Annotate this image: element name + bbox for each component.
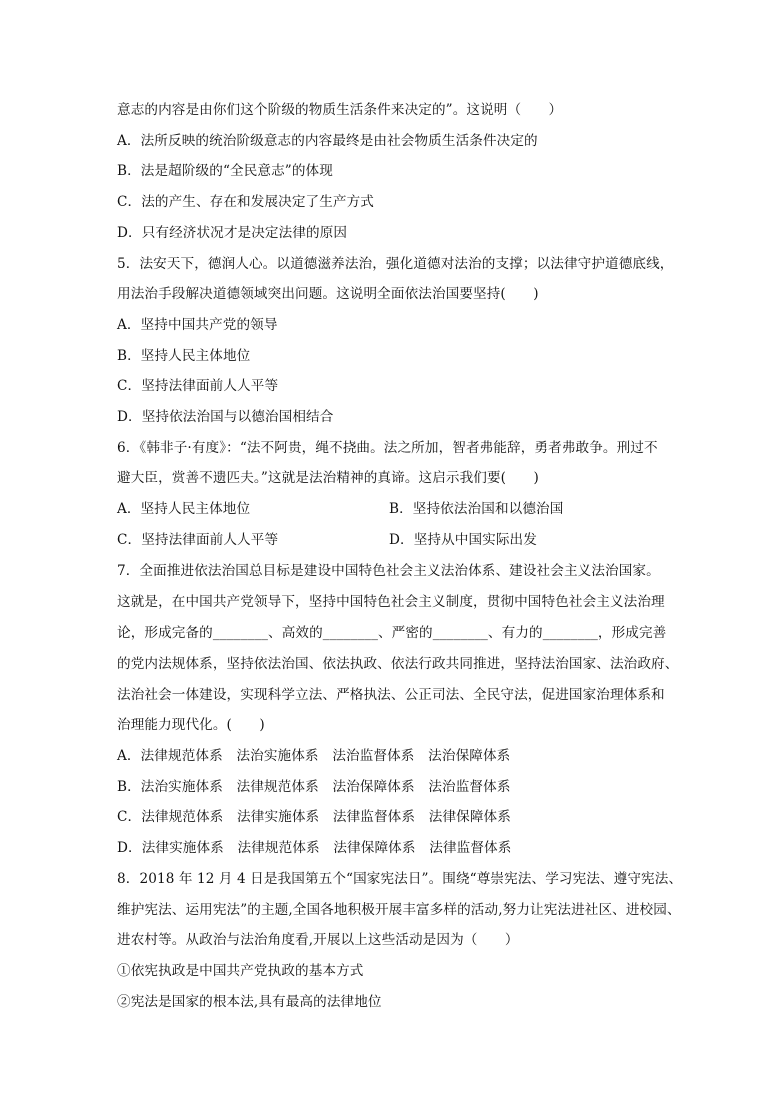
q7-stem-line-6: 治理能力现代化。( )	[117, 717, 265, 733]
q6-option-a: A．坚持人民主体地位	[117, 501, 251, 517]
q5-stem-line-2: 用法治手段解决道德领域突出问题。这说明全面依法治国要坚持( )	[117, 286, 539, 302]
q6-option-c: C．坚持法律面前人人平等	[117, 532, 279, 548]
q5-stem-line-1: 5．法安天下，德润人心。以道德滋养法治，强化道德对法治的支撑；以法律守护道德底线，	[117, 256, 674, 272]
q7-option-a: A．法律规范体系 法治实施体系 法治监督体系 法治保障体系	[117, 748, 511, 764]
q6-option-b: B．坚持依法治国和以德治国	[389, 501, 564, 517]
q5-option-d: D．坚持依法治国与以德治国相结合	[117, 409, 334, 425]
q4-option-d: D．只有经济状况才是决定法律的原因	[117, 225, 348, 241]
q5-option-c: C．坚持法律面前人人平等	[117, 378, 279, 394]
q4-option-c: C．法的产生、存在和发展决定了生产方式	[117, 194, 374, 210]
q6-option-d: D．坚持从中国实际出发	[389, 532, 537, 548]
q7-stem-line-2: 这就是，在中国共产党领导下，坚持中国特色社会主义制度，贯彻中国特色社会主义法治理	[117, 594, 665, 610]
q7-stem-line-5: 法治社会一体建设，实现科学立法、严格执法、公正司法、全民守法，促进国家治理体系和	[117, 687, 665, 703]
q5-option-a: A．坚持中国共产党的领导	[117, 317, 278, 333]
q8-stem-line-2: 维护宪法、运用宪法”的主题,全国各地积极开展丰富多样的活动,努力让宪法进社区、进校园、	[117, 902, 681, 918]
q4-stem-end: 意志的内容是由你们这个阶级的物质生活条件来决定的”。这说明（ ）	[117, 102, 563, 118]
q8-item-2: ②宪法是国家的根本法,具有最高的法律地位	[117, 994, 382, 1010]
q7-option-c: C．法律规范体系 法律实施体系 法律监督体系 法律保障体系	[117, 809, 511, 825]
q7-stem-line-1: 7．全面推进依法治国总目标是建设中国特色社会主义法治体系、建设社会主义法治国家。	[117, 563, 660, 579]
q7-option-b: B．法治实施体系 法律规范体系 法治保障体系 法治监督体系	[117, 779, 511, 795]
q7-stem-line-3: 论，形成完备的________、高效的________、严密的________、有力的________，形成完善	[117, 625, 667, 641]
q4-option-b: B．法是超阶级的“全民意志”的体现	[117, 163, 333, 179]
q6-stem-line-1: 6．《韩非子·有度》：“法不阿贵，绳不挠曲。法之所加，智者弗能辞，勇者弗敢争。刑过不	[117, 440, 658, 456]
q5-option-b: B．坚持人民主体地位	[117, 348, 251, 364]
q7-option-d: D．法律实施体系 法律规范体系 法律保障体系 法律监督体系	[117, 840, 512, 856]
q7-stem-line-4: 的党内法规体系，坚持依法治国、依法执政、依法行政共同推进，坚持法治国家、法治政府、	[117, 656, 679, 672]
q8-item-1: ①依宪执政是中国共产党执政的基本方式	[117, 963, 364, 979]
q8-stem-line-3: 进农村等。从政治与法治角度看,开展以上这些活动是因为（ ）	[117, 932, 519, 948]
q4-option-a: A．法所反映的统治阶级意志的内容最终是由社会物质生活条件决定的	[117, 133, 538, 149]
q8-stem-line-1: 8．2018 年 12 月 4 日是我国第五个“国家宪法日”。围绕“尊崇宪法、学习宪法、遵守宪法、	[117, 871, 683, 887]
q6-stem-line-2: 避大臣，赏善不遗匹夫。”这就是法治精神的真谛。这启示我们要( )	[117, 470, 539, 486]
